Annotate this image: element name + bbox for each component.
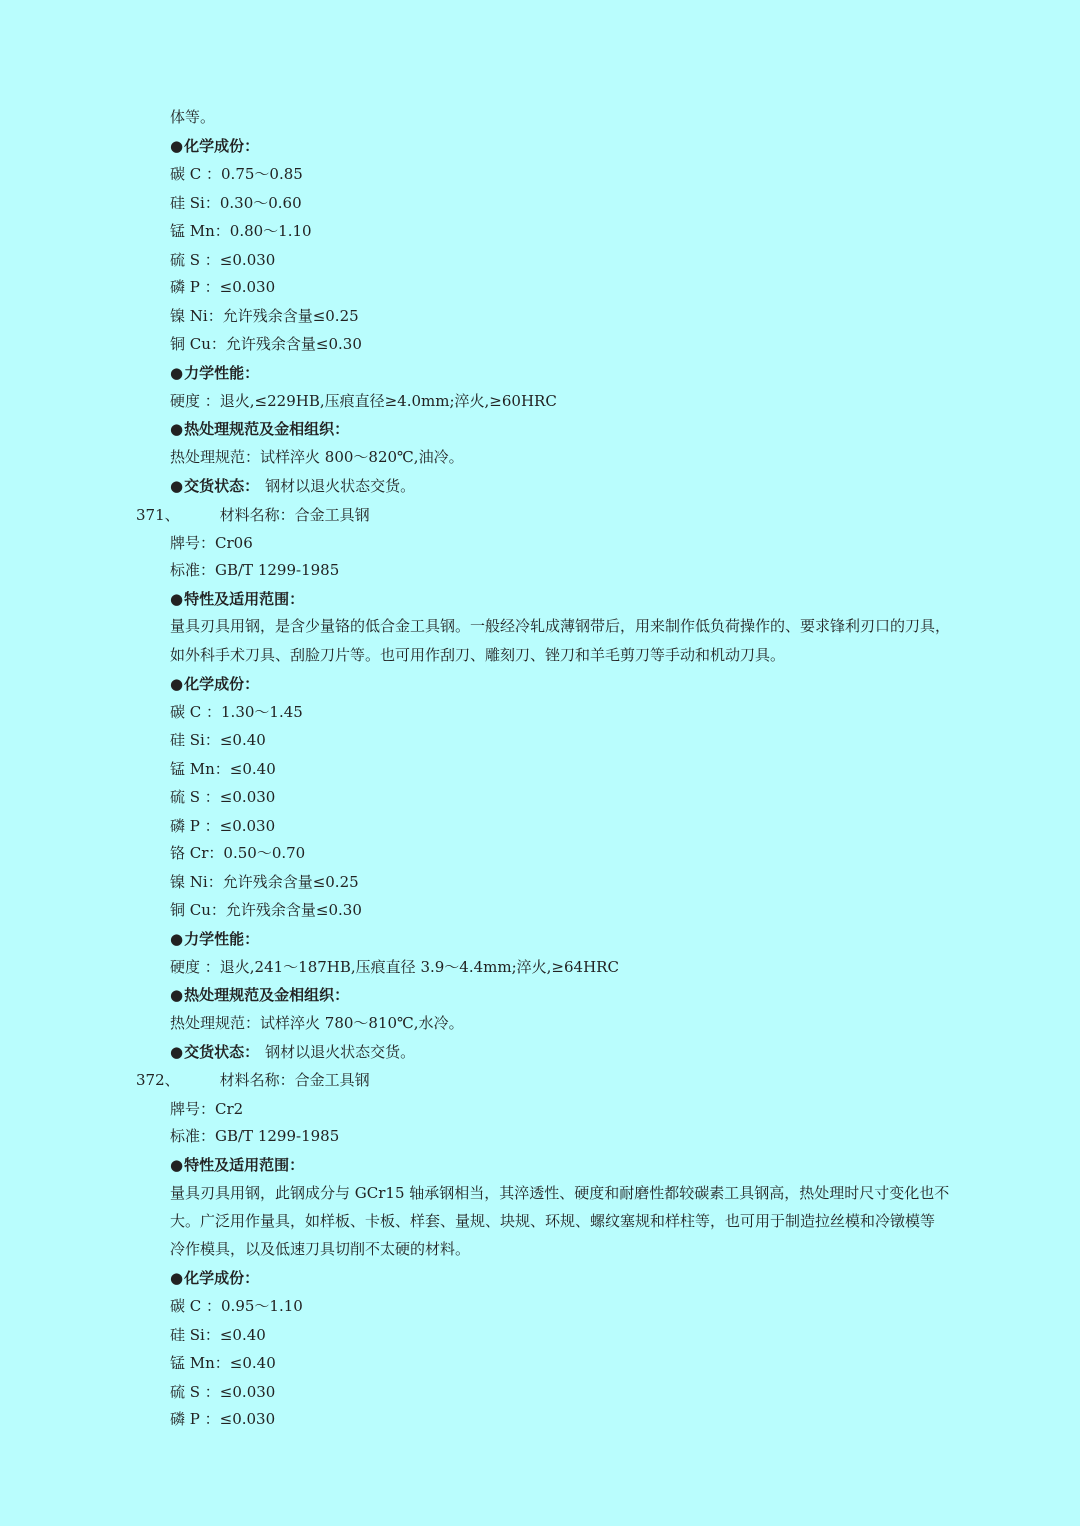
composition-nickel: 镍 Ni：允许残余含量≤0.25 bbox=[170, 307, 359, 325]
composition-copper: 铜 Cu：允许残余含量≤0.30 bbox=[170, 335, 362, 353]
standard-line: 标准：GB/T 1299-1985 bbox=[170, 561, 340, 579]
composition-silicon: 硅 Si：≤0.40 bbox=[170, 731, 266, 749]
composition-chromium: 铬 Cr：0.50～0.70 bbox=[170, 844, 306, 862]
composition-sulfur: 硫 S ：≤0.030 bbox=[170, 1383, 276, 1401]
heat-treatment-line: 热处理规范：试样淬火 800～820℃,油冷。 bbox=[170, 448, 464, 466]
heat-treatment-line: 热处理规范：试样淬火 780～810℃,水冷。 bbox=[170, 1014, 464, 1032]
bullet-icon: ● bbox=[170, 930, 184, 948]
composition-manganese: 锰 Mn：≤0.40 bbox=[170, 760, 276, 778]
bullet-icon: ● bbox=[170, 675, 184, 693]
section-heading-delivery: ●交货状态： 钢材以退火状态交货。 bbox=[170, 477, 416, 495]
hardness-line: 硬度 ：退火,241～187HB,压痕直径 3.9～4.4mm;淬火,≥64HRC bbox=[170, 958, 619, 976]
section-heading-delivery: ●交货状态： 钢材以退火状态交货。 bbox=[170, 1043, 416, 1061]
composition-carbon: 碳 C ：1.30～1.45 bbox=[170, 703, 303, 721]
composition-nickel: 镍 Ni：允许残余含量≤0.25 bbox=[170, 873, 359, 891]
composition-carbon: 碳 C ：0.95～1.10 bbox=[170, 1297, 303, 1315]
section-heading-mechanical: ●力学性能： bbox=[170, 930, 260, 948]
description-line: 如外科手术刀具、刮脸刀片等。也可用作刮刀、雕刻刀、锉刀和羊毛剪刀等手动和机动刀具。 bbox=[170, 646, 786, 664]
bullet-icon: ● bbox=[170, 590, 184, 608]
entry-number: 372、 bbox=[136, 1071, 180, 1089]
delivery-state-text: 钢材以退火状态交货。 bbox=[265, 477, 416, 495]
composition-silicon: 硅 Si：0.30～0.60 bbox=[170, 194, 302, 212]
section-heading-heat-treatment: ●热处理规范及金相组织： bbox=[170, 420, 350, 438]
description-line: 量具刃具用钢，是含少量铬的低合金工具钢。一般经冷轧成薄钢带后，用来制作低负荷操作的、要求锋利刃口的刀具， bbox=[170, 617, 951, 635]
bullet-icon: ● bbox=[170, 1156, 184, 1174]
bullet-icon: ● bbox=[170, 1043, 184, 1061]
entry-number: 371、 bbox=[136, 506, 180, 524]
entry-header-371 bbox=[136, 505, 370, 525]
bullet-icon: ● bbox=[170, 137, 184, 155]
bullet-icon: ● bbox=[170, 477, 184, 495]
composition-phosphorus: 磷 P ：≤0.030 bbox=[170, 278, 276, 296]
bullet-icon: ● bbox=[170, 420, 184, 438]
standard-line: 标准：GB/T 1299-1985 bbox=[170, 1127, 340, 1145]
bullet-icon: ● bbox=[170, 986, 184, 1004]
description-line: 大。广泛用作量具，如样板、卡板、样套、量规、块规、环规、螺纹塞规和样柱等，也可用于制造拉丝模和冷镦模等 bbox=[170, 1212, 936, 1230]
material-name: 材料名称：合金工具钢 bbox=[219, 506, 370, 524]
text-line: 体等。 bbox=[170, 108, 216, 126]
section-heading-properties: ●特性及适用范围： bbox=[170, 1156, 305, 1174]
composition-silicon: 硅 Si：≤0.40 bbox=[170, 1326, 266, 1344]
bullet-icon: ● bbox=[170, 1269, 184, 1287]
grade-line: 牌号：Cr2 bbox=[170, 1100, 244, 1118]
section-heading-mechanical: ●力学性能： bbox=[170, 364, 260, 382]
material-name: 材料名称：合金工具钢 bbox=[219, 1071, 370, 1089]
description-line: 冷作模具，以及低速刀具切削不太硬的材料。 bbox=[170, 1240, 471, 1258]
section-heading-chemical: ●化学成份： bbox=[170, 137, 260, 155]
delivery-state-text: 钢材以退火状态交货。 bbox=[265, 1043, 416, 1061]
composition-manganese: 锰 Mn：0.80～1.10 bbox=[170, 222, 312, 240]
bullet-icon: ● bbox=[170, 364, 184, 382]
section-heading-properties: ●特性及适用范围： bbox=[170, 590, 305, 608]
composition-carbon: 碳 C ：0.75～0.85 bbox=[170, 165, 303, 183]
composition-phosphorus: 磷 P ：≤0.030 bbox=[170, 1410, 276, 1428]
grade-line: 牌号：Cr06 bbox=[170, 534, 253, 552]
composition-phosphorus: 磷 P ：≤0.030 bbox=[170, 817, 276, 835]
description-line: 量具刃具用钢，此钢成分与 GCr15 轴承钢相当，其淬透性、硬度和耐磨性都较碳素工具钢高，热处理时尺寸变化也不 bbox=[170, 1184, 950, 1202]
section-heading-heat-treatment: ●热处理规范及金相组织： bbox=[170, 986, 350, 1004]
composition-copper: 铜 Cu：允许残余含量≤0.30 bbox=[170, 901, 362, 919]
section-heading-chemical: ●化学成份： bbox=[170, 1269, 260, 1287]
section-heading-chemical: ●化学成份： bbox=[170, 675, 260, 693]
composition-sulfur: 硫 S ：≤0.030 bbox=[170, 788, 276, 806]
composition-sulfur: 硫 S ：≤0.030 bbox=[170, 251, 276, 269]
composition-manganese: 锰 Mn：≤0.40 bbox=[170, 1354, 276, 1372]
entry-header-372 bbox=[136, 1070, 370, 1090]
hardness-line: 硬度 ：退火,≤229HB,压痕直径≥4.0mm;淬火,≥60HRC bbox=[170, 392, 557, 410]
